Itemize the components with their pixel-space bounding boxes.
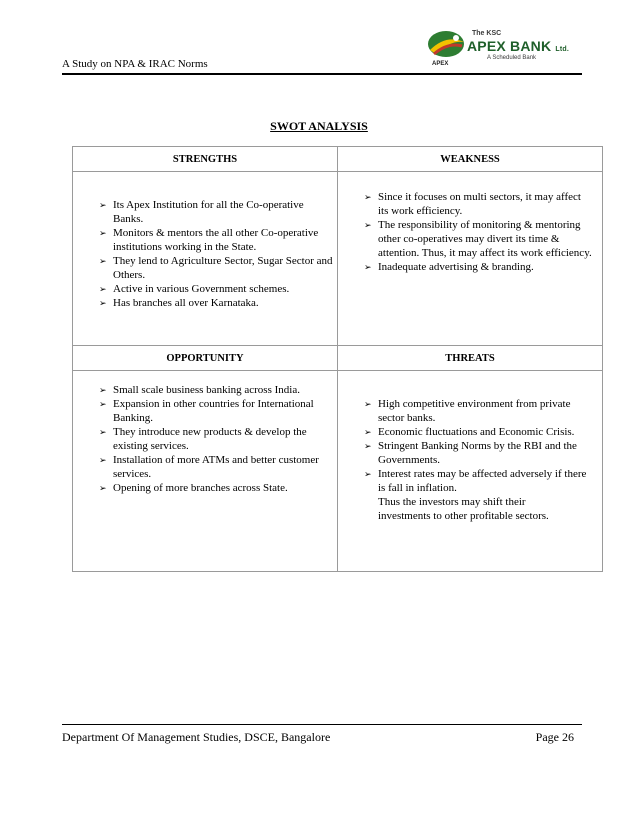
opportunity-header: OPPORTUNITY [73,346,338,371]
arrow-bullet-icon: ➢ [364,441,372,451]
arrow-bullet-icon: ➢ [364,427,372,437]
arrow-bullet-icon: ➢ [99,427,107,437]
list-item: ➢ The responsibility of monitoring & mentoring other co-operatives may divert its time & attention. Thus, it may affect its work efficiency. [364,219,592,259]
strengths-cell [73,172,338,346]
list-item: ➢ High competitive environment from private sector banks. [364,398,571,424]
arrow-bullet-icon: ➢ [99,228,107,238]
list-item: ➢ They lend to Agriculture Sector, Sugar Sector and Others. [99,255,333,281]
arrow-bullet-icon: ➢ [99,455,107,465]
weakness-list [362,190,594,274]
list-item: ➢ Active in various Government schemes. [99,283,290,295]
strengths-list [97,198,333,310]
threats-header: THREATS [338,346,603,371]
list-item: ➢ Inadequate advertising & branding. [364,261,534,273]
arrow-bullet-icon: ➢ [99,399,107,409]
arrow-bullet-icon: ➢ [99,385,107,395]
list-item: ➢ Its Apex Institution for all the Co-operative Banks. [99,199,304,225]
arrow-bullet-icon: ➢ [99,284,107,294]
list-item: ➢ Stringent Banking Norms by the RBI and the Governments. [364,440,577,466]
logo-mark-text: APEX [432,61,449,67]
opportunity-cell [73,371,338,572]
list-item: ➢ Has branches all over Karnataka. [99,297,259,309]
footer-divider [62,724,582,725]
strengths-header: STRENGTHS [73,147,338,172]
list-item: ➢ Installation of more ATMs and better customer services. [99,454,319,480]
arrow-bullet-icon: ➢ [364,399,372,409]
list-item: ➢ Expansion in other countries for International Banking. [99,398,314,424]
arrow-bullet-icon: ➢ [99,256,107,266]
arrow-bullet-icon: ➢ [364,192,372,202]
weakness-cell [338,172,603,346]
page-number: Page 26 [535,730,574,744]
list-item: ➢ They introduce new products & develop the existing services. [99,426,307,452]
list-item: ➢ Monitors & mentors the all other Co-operative institutions working in the State. [99,227,319,253]
arrow-bullet-icon: ➢ [99,483,107,493]
swot-table [72,146,603,572]
arrow-bullet-icon: ➢ [99,200,107,210]
list-item: ➢ Economic fluctuations and Economic Crisis. [364,426,575,438]
weakness-header: WEAKNESS [338,147,603,172]
footer-department: Department Of Management Studies, DSCE, Bangalore [62,730,331,744]
header-divider [62,73,582,75]
arrow-bullet-icon: ➢ [99,298,107,308]
opportunity-list [97,383,335,495]
page-title: SWOT ANALYSIS [270,119,368,133]
logo-the-ksc: The KSC [472,30,502,37]
list-item: ➢ Since it focuses on multi sectors, it may affect its work efficiency. [364,191,581,217]
threats-continuation: Thus the investors may shift their investments to other profitable sectors. [378,496,549,522]
logo-tagline: A Scheduled Bank [487,55,537,61]
header-document-title: A Study on NPA & IRAC Norms [62,58,208,70]
logo-bank-name: APEX BANK Ltd. [467,38,569,54]
arrow-bullet-icon: ➢ [364,469,372,479]
list-item: ➢ Small scale business banking across India. [99,384,300,396]
list-item: ➢ Opening of more branches across State. [99,482,288,494]
arrow-bullet-icon: ➢ [364,262,372,272]
apex-bank-logo [424,28,574,72]
arrow-bullet-icon: ➢ [364,220,372,230]
threats-cell [338,371,603,572]
threats-list [362,397,594,495]
list-item: ➢ Interest rates may be affected adversely if there is fall in inflation. [364,468,587,494]
